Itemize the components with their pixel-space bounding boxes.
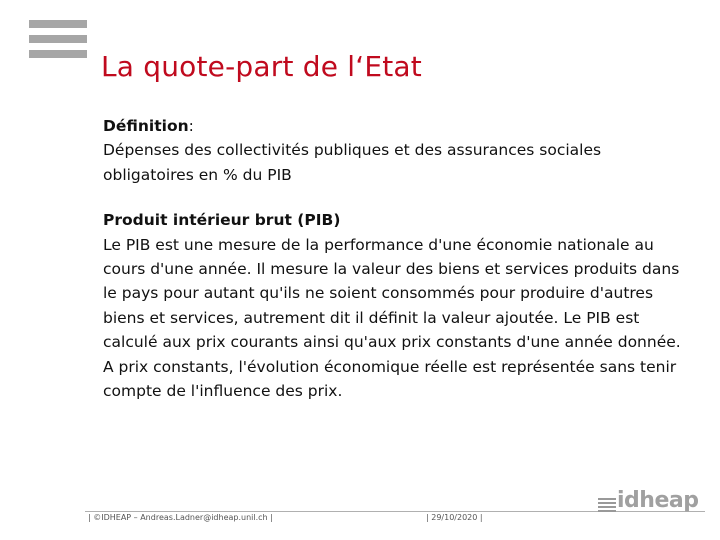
definition-line-1: Dépenses des collectivités publiques et des assurances sociales — [103, 141, 602, 160]
definition-heading: Définition — [103, 117, 189, 135]
definition-line-2: obligatoires en % du PIB — [103, 165, 292, 184]
footer-date: | 29/10/2020 | — [426, 513, 483, 522]
decoration-bar — [29, 20, 87, 28]
decoration-bar — [29, 35, 87, 43]
definition-colon: : — [188, 117, 194, 135]
decoration-bar — [29, 50, 87, 58]
slide-decoration-bars — [29, 20, 87, 65]
pib-heading: Produit intérieur brut (PIB) — [103, 211, 341, 230]
idheap-logo — [598, 488, 699, 520]
pib-text: Le PIB est une mesure de la performance d'une économie nationale au cours d'une année. Il mesure la valeur des biens et services produits dans le pays pour autant qu'ils ne soient consommés pour produire d'autres biens et services, autrement dit il définit la valeur ajoutée. Le PIB est calculé aux prix courants ainsi qu'aux prix constants d'une année donnée. A prix constants, l'évolution économique réelle est représentée sans tenir compte de l'influence des prix. — [103, 235, 681, 401]
slide-content — [103, 114, 693, 403]
logo-text: idheap — [617, 488, 699, 513]
footer-copyright: | ©IDHEAP – Andreas.Ladner@idheap.unil.ch | — [88, 513, 273, 522]
definition-heading-row — [103, 114, 693, 138]
logo-lines-icon — [598, 498, 616, 514]
slide-title: La quote-part de l‘Etat — [101, 50, 422, 83]
